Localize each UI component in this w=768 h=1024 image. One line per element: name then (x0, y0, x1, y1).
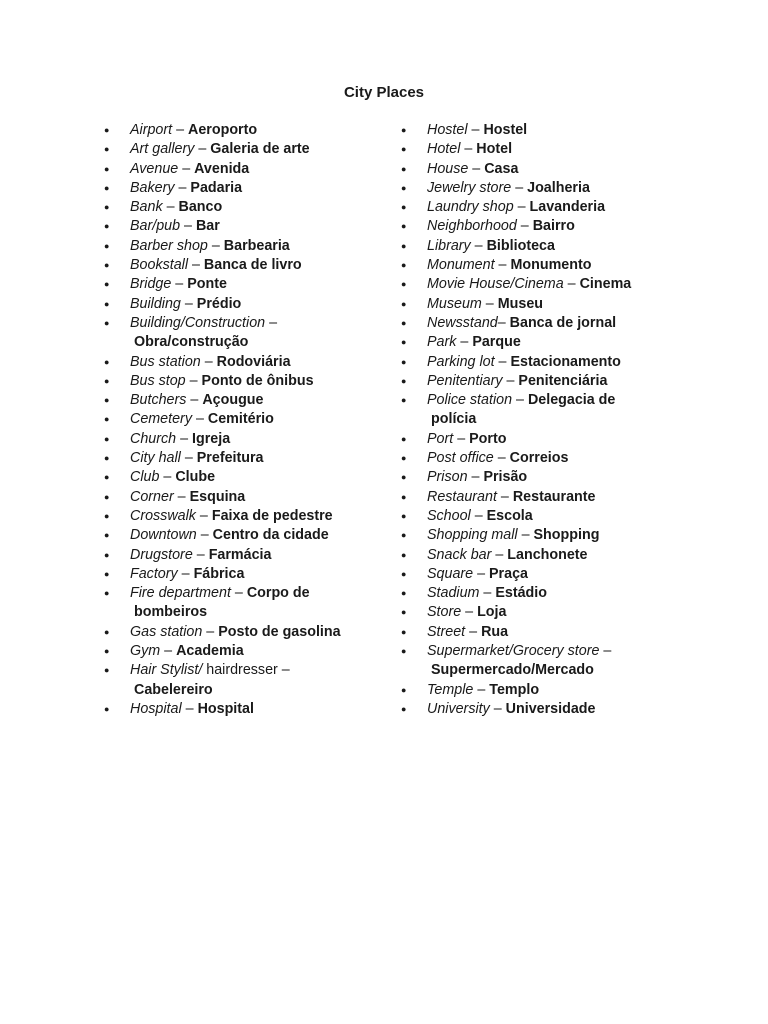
english-term: City hall (130, 450, 181, 467)
separator: – (599, 643, 612, 660)
list-item (104, 198, 394, 217)
separator: – (468, 160, 485, 177)
list-item (401, 217, 701, 236)
english-term: Building (130, 295, 181, 312)
english-term: Barber shop (130, 237, 208, 254)
separator: – (177, 565, 194, 582)
portuguese-term: Penitenciária (518, 372, 608, 389)
english-term: Hospital (130, 700, 182, 717)
bullet-icon: ● (104, 549, 110, 560)
bullet-icon: ● (401, 317, 407, 328)
list-item (401, 353, 701, 372)
bullet-icon: ● (401, 510, 407, 521)
english-term: Art gallery (130, 141, 195, 158)
separator: – (191, 411, 208, 428)
english-term: Fire department (130, 585, 231, 602)
bullet-icon: ● (104, 433, 110, 444)
portuguese-term: Corpo de (246, 585, 310, 602)
separator: – (171, 276, 188, 293)
english-term: Hostel (427, 122, 468, 138)
separator: – (172, 122, 189, 138)
english-term: Bridge (130, 276, 172, 293)
bullet-icon: ● (401, 626, 407, 637)
english-term: Shopping mall (427, 527, 518, 544)
list-item (104, 160, 394, 179)
separator: – (513, 199, 530, 216)
list-item (401, 546, 701, 565)
portuguese-term: Clube (175, 469, 216, 486)
list-item (104, 256, 394, 275)
separator: – (185, 372, 202, 389)
list-item (401, 275, 701, 294)
bullet-icon: ● (104, 510, 110, 521)
english-term: Drugstore (130, 546, 193, 563)
list-item (401, 603, 701, 622)
english-term: Gas station (130, 623, 203, 640)
separator: – (174, 179, 191, 196)
list-item (104, 430, 394, 449)
english-term: Supermarket/Grocery store (427, 643, 600, 660)
portuguese-term: Prédio (196, 295, 242, 312)
portuguese-term: Hotel (476, 141, 513, 158)
bullet-icon: ● (401, 549, 407, 560)
list-item (401, 333, 701, 352)
english-term: Library (427, 237, 471, 254)
portuguese-term-continued: polícia (431, 411, 477, 428)
bullet-icon: ● (401, 646, 407, 657)
portuguese-term: Aeroporto (188, 122, 258, 138)
separator: – (494, 257, 511, 274)
english-term: Post office (427, 450, 494, 467)
list-item (401, 372, 701, 391)
separator: – (517, 527, 534, 544)
english-term-plain: hairdresser (202, 662, 278, 679)
english-term: Bar/pub (130, 218, 181, 235)
bullet-icon: ● (401, 395, 407, 406)
portuguese-term: Rodoviária (216, 353, 291, 370)
bullet-icon: ● (104, 163, 110, 174)
bullet-icon: ● (401, 703, 407, 714)
portuguese-term: Parque (472, 334, 521, 351)
bullet-icon: ● (401, 375, 407, 386)
separator: – (473, 681, 490, 698)
portuguese-term: Monumento (510, 257, 592, 274)
portuguese-term: Escola (486, 507, 533, 524)
portuguese-term: Faixa de pedestre (211, 507, 333, 524)
separator: – (502, 372, 519, 389)
bullet-icon: ● (104, 202, 110, 213)
separator: – (563, 276, 580, 293)
list-item (401, 198, 701, 217)
english-term: Cemetery (130, 411, 192, 428)
separator: – (453, 430, 470, 447)
english-term: Hotel (427, 141, 461, 158)
list-item (104, 217, 394, 236)
list-item (104, 121, 394, 140)
separator: – (195, 507, 212, 524)
english-term: Factory (130, 565, 178, 582)
portuguese-term: Prisão (483, 469, 528, 486)
bullet-icon: ● (104, 317, 110, 328)
bullet-icon: ● (401, 202, 407, 213)
list-item (401, 237, 701, 256)
bullet-icon: ● (104, 144, 110, 155)
english-term: Airport (130, 122, 173, 138)
list-item (104, 642, 394, 661)
portuguese-term: Universidade (505, 700, 596, 717)
separator: – (465, 623, 482, 640)
english-term: Hair Stylist/ (130, 662, 203, 679)
bullet-icon: ● (401, 453, 407, 464)
bullet-icon: ● (401, 279, 407, 290)
bullet-icon: ● (401, 182, 407, 193)
separator: – (479, 585, 496, 602)
english-term: Avenue (130, 160, 179, 177)
list-item (401, 140, 701, 159)
portuguese-term-continued: Supermercado/Mercado (431, 662, 594, 679)
separator: – (194, 141, 211, 158)
bullet-icon: ● (401, 221, 407, 232)
list-item (401, 488, 701, 507)
portuguese-term: Farmácia (208, 546, 272, 563)
bullet-icon: ● (104, 298, 110, 309)
bullet-icon: ● (104, 260, 110, 271)
list-item (401, 584, 701, 603)
bullet-icon: ● (401, 337, 407, 348)
portuguese-term: Bairro (532, 218, 575, 235)
english-term: Crosswalk (130, 507, 196, 524)
separator: – (173, 488, 190, 505)
english-term: Bank (130, 199, 163, 216)
english-term: Neighborhood (427, 218, 517, 235)
separator: – (202, 623, 219, 640)
bullet-icon: ● (104, 221, 110, 232)
portuguese-term: Biblioteca (486, 237, 555, 254)
english-term: Butchers (130, 392, 187, 409)
separator: – (496, 488, 513, 505)
separator: – (511, 179, 528, 196)
list-item (104, 314, 394, 353)
english-term: Newsstand (427, 314, 498, 331)
list-item (401, 700, 701, 719)
separator: – (265, 314, 278, 331)
bullet-icon: ● (401, 607, 407, 618)
bullet-icon: ● (104, 395, 110, 406)
english-term: University (427, 700, 490, 717)
list-item (104, 410, 394, 429)
portuguese-term: Galeria de arte (210, 141, 310, 158)
portuguese-term: Banca de livro (203, 257, 302, 274)
separator: – (178, 160, 195, 177)
english-term: Bakery (130, 179, 175, 196)
bullet-icon: ● (401, 530, 407, 541)
portuguese-term: Ponto de ônibus (201, 372, 314, 389)
bullet-icon: ● (104, 453, 110, 464)
portuguese-term: Banca de jornal (509, 314, 617, 331)
list-item (104, 507, 394, 526)
list-item (104, 140, 394, 159)
list-item (104, 526, 394, 545)
portuguese-term: Restaurante (512, 488, 596, 505)
separator: – (470, 237, 487, 254)
list-item (401, 449, 701, 468)
list-item (401, 681, 701, 700)
bullet-icon: ● (104, 568, 110, 579)
separator: – (473, 565, 490, 582)
english-term: Downtown (130, 527, 197, 544)
separator: – (456, 334, 473, 351)
bullet-icon: ● (104, 375, 110, 386)
english-term: Police station (427, 392, 513, 409)
portuguese-term: Igreja (192, 430, 231, 447)
english-term: Museum (427, 295, 482, 312)
separator: – (512, 392, 528, 409)
bullet-icon: ● (104, 626, 110, 637)
list-item (401, 295, 701, 314)
english-term: Prison (427, 469, 468, 486)
separator: – (460, 141, 477, 158)
separator: – (186, 392, 203, 409)
bullet-icon: ● (104, 414, 110, 425)
list-item (104, 237, 394, 256)
portuguese-term: Bar (195, 218, 220, 235)
portuguese-term: Banco (178, 199, 223, 216)
english-term: Temple (427, 681, 474, 698)
portuguese-term: Lavanderia (529, 199, 606, 216)
english-term: Stadium (427, 585, 480, 602)
separator: – (467, 469, 484, 486)
portuguese-term: Padaria (190, 179, 243, 196)
portuguese-term: Ponte (187, 276, 227, 293)
list-item (401, 468, 701, 487)
bullet-icon: ● (104, 703, 110, 714)
portuguese-term-continued: Cabelereiro (134, 681, 213, 698)
portuguese-term: Fábrica (193, 565, 245, 582)
separator: – (207, 237, 224, 254)
english-term: Movie House/Cinema (427, 276, 564, 293)
separator: – (497, 314, 510, 331)
bullet-icon: ● (401, 684, 407, 695)
english-term: Laundry shop (427, 199, 514, 216)
bullet-icon: ● (104, 240, 110, 251)
list-item (401, 565, 701, 584)
list-item (104, 275, 394, 294)
separator: – (494, 353, 511, 370)
separator: – (176, 430, 192, 447)
list-item (104, 391, 394, 410)
list-item (401, 507, 701, 526)
bullet-icon: ● (401, 433, 407, 444)
bullet-icon: ● (401, 240, 407, 251)
separator: – (188, 257, 204, 274)
list-item (104, 449, 394, 468)
bullet-icon: ● (401, 472, 407, 483)
list-item (401, 121, 701, 140)
english-term: Penitentiary (427, 372, 503, 389)
page-title: City Places (343, 84, 425, 101)
list-item (104, 179, 394, 198)
list-item (104, 295, 394, 314)
english-term: Square (427, 565, 474, 582)
separator: – (192, 546, 209, 563)
bullet-icon: ● (401, 163, 407, 174)
separator: – (180, 218, 196, 235)
portuguese-term: Porto (469, 430, 507, 447)
left-vocabulary-list (104, 121, 394, 719)
list-item (401, 160, 701, 179)
separator: – (160, 643, 177, 660)
right-vocabulary-list (401, 121, 701, 719)
portuguese-term: Praça (489, 565, 528, 582)
list-item (401, 179, 701, 198)
list-item (104, 565, 394, 584)
list-item (104, 488, 394, 507)
portuguese-term: Esquina (189, 488, 246, 505)
english-term: School (427, 507, 471, 524)
portuguese-term: Templo (489, 681, 540, 698)
portuguese-term: Academia (176, 643, 244, 660)
list-item (104, 700, 394, 719)
english-term: Monument (427, 257, 495, 274)
english-term: Parking lot (427, 353, 495, 370)
separator: – (461, 604, 478, 621)
separator: – (159, 469, 176, 486)
portuguese-term: Rua (481, 623, 509, 640)
portuguese-term: Hospital (197, 700, 254, 717)
bullet-icon: ● (104, 125, 110, 135)
bullet-icon: ● (104, 530, 110, 541)
list-item (104, 546, 394, 565)
portuguese-term: Cemitério (207, 411, 274, 428)
bullet-icon: ● (104, 279, 110, 290)
list-item (104, 623, 394, 642)
bullet-icon: ● (401, 125, 407, 135)
english-term: Street (427, 623, 466, 640)
list-item (104, 661, 394, 700)
portuguese-term: Posto de gasolina (218, 623, 341, 640)
list-item (104, 353, 394, 372)
portuguese-term: Hostel (483, 122, 528, 138)
portuguese-term: Lanchonete (507, 546, 588, 563)
english-term: Building/Construction (130, 314, 266, 331)
separator: – (277, 662, 290, 679)
separator: – (162, 199, 179, 216)
bullet-icon: ● (401, 568, 407, 579)
portuguese-term: Joalheria (527, 179, 590, 196)
english-term: Church (130, 430, 177, 447)
separator: – (180, 450, 197, 467)
separator: – (196, 527, 213, 544)
portuguese-term: Avenida (194, 160, 250, 177)
english-term: Port (427, 430, 454, 447)
portuguese-term-continued: Obra/construção (134, 334, 249, 351)
english-term: Bookstall (130, 257, 189, 274)
portuguese-term: Loja (477, 604, 507, 621)
english-term: Bus stop (130, 372, 186, 389)
list-item (401, 642, 701, 681)
list-item (401, 391, 701, 430)
list-item (401, 623, 701, 642)
portuguese-term: Barbearia (223, 237, 290, 254)
portuguese-term: Prefeitura (196, 450, 264, 467)
portuguese-term: Estacionamento (510, 353, 621, 370)
separator: – (230, 585, 247, 602)
bullet-icon: ● (104, 588, 110, 599)
bullet-icon: ● (401, 260, 407, 271)
portuguese-term: Estádio (495, 585, 547, 602)
english-term: Bus station (130, 353, 201, 370)
portuguese-term: Delegacia de (527, 392, 616, 409)
bullet-icon: ● (401, 144, 407, 155)
bullet-icon: ● (401, 588, 407, 599)
english-term: Restaurant (427, 488, 497, 505)
list-item (401, 526, 701, 545)
separator: – (470, 507, 487, 524)
separator: – (481, 295, 498, 312)
portuguese-term: Casa (484, 160, 519, 177)
portuguese-term-continued: bombeiros (134, 604, 208, 621)
english-term: Jewelry store (427, 179, 512, 196)
separator: – (516, 218, 533, 235)
english-term: House (427, 160, 469, 177)
bullet-icon: ● (401, 298, 407, 309)
separator: – (493, 450, 510, 467)
list-item (104, 584, 394, 623)
english-term: Snack bar (427, 546, 492, 563)
separator: – (200, 353, 217, 370)
portuguese-term: Cinema (579, 276, 632, 293)
bullet-icon: ● (104, 646, 110, 657)
portuguese-term: Shopping (533, 527, 600, 544)
bullet-icon: ● (401, 356, 407, 367)
list-item (401, 314, 701, 333)
english-term: Park (427, 334, 457, 351)
english-term: Corner (130, 488, 174, 505)
bullet-icon: ● (104, 356, 110, 367)
portuguese-term: Museu (497, 295, 544, 312)
separator: – (180, 295, 197, 312)
portuguese-term: Centro da cidade (212, 527, 329, 544)
bullet-icon: ● (104, 491, 110, 502)
bullet-icon: ● (104, 182, 110, 193)
bullet-icon: ● (104, 665, 110, 676)
bullet-icon: ● (401, 491, 407, 502)
separator: – (467, 122, 484, 138)
separator: – (489, 700, 506, 717)
list-item (104, 468, 394, 487)
portuguese-term: Açougue (202, 392, 264, 409)
list-item (401, 430, 701, 449)
english-term: Store (427, 604, 462, 621)
english-term: Gym (130, 643, 161, 660)
english-term: Club (130, 469, 160, 486)
separator: – (181, 700, 198, 717)
list-item (104, 372, 394, 391)
separator: – (491, 546, 508, 563)
list-item (401, 256, 701, 275)
bullet-icon: ● (104, 472, 110, 483)
portuguese-term: Correios (509, 450, 569, 467)
